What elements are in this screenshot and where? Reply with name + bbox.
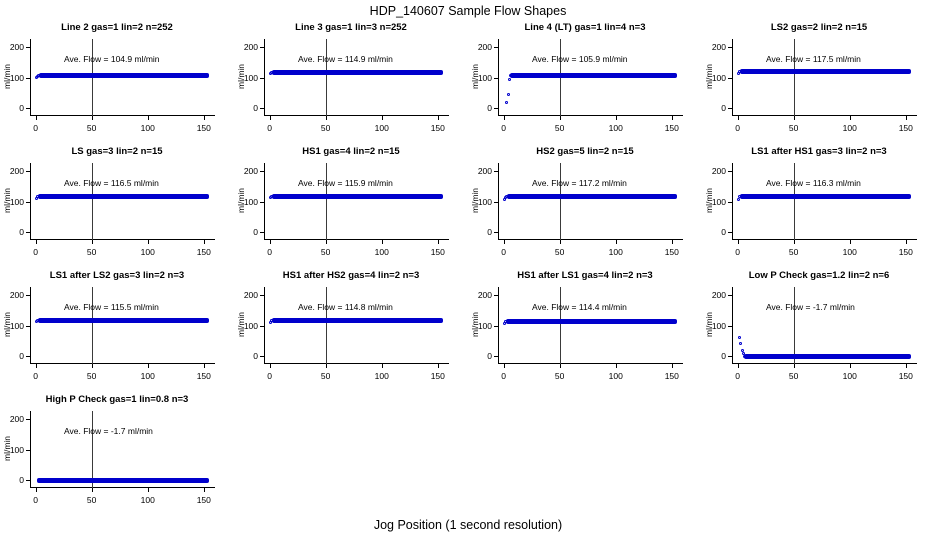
average-flow-annotation: Ave. Flow = 105.9 ml/min xyxy=(532,54,628,65)
panel-title: Low P Check gas=1.2 lin=2 n=6 xyxy=(748,270,890,281)
x-axis-tick xyxy=(196,488,211,505)
panel-title: Line 2 gas=1 lin=2 n=252 xyxy=(61,22,173,33)
panel-title: Line 4 (LT) gas=1 lin=4 n=3 xyxy=(524,22,646,33)
x-axis-tick xyxy=(430,240,445,257)
x-axis-tick-label: 0 xyxy=(501,247,506,257)
data-series xyxy=(30,287,215,364)
panel-y-axis-label: ml/min xyxy=(236,311,246,337)
x-axis-tick xyxy=(86,364,97,381)
y-axis-tick-label: 0 xyxy=(19,227,24,238)
average-flow-annotation: Ave. Flow = 116.5 ml/min xyxy=(64,178,159,189)
x-axis-tick-label: 150 xyxy=(196,123,211,133)
panel-title: LS gas=3 lin=2 n=15 xyxy=(71,146,163,157)
x-axis-tick xyxy=(898,364,913,381)
x-axis-tick xyxy=(196,116,211,133)
x-axis-tick xyxy=(898,240,913,257)
average-flow-annotation: Ave. Flow = -1.7 ml/min xyxy=(64,426,153,437)
x-axis-tick xyxy=(374,240,389,257)
x-axis-tick xyxy=(140,488,155,505)
x-axis-tick xyxy=(842,364,857,381)
plot-area xyxy=(477,163,683,257)
x-axis-tick-label: 150 xyxy=(196,371,211,381)
y-axis-tick-label: 100 xyxy=(477,320,492,331)
panel-y-axis-label: ml/min xyxy=(2,63,12,89)
x-axis-tick xyxy=(664,116,679,133)
data-point xyxy=(509,74,512,77)
x-axis-tick-label: 0 xyxy=(33,495,38,505)
plateau-points xyxy=(740,194,912,199)
data-point xyxy=(508,78,511,81)
plateau-points xyxy=(37,478,210,483)
x-axis-tick-label: 150 xyxy=(430,247,445,257)
y-axis-tick-label: 200 xyxy=(477,289,492,300)
plot-area xyxy=(477,287,683,381)
y-axis-tick-label: 100 xyxy=(9,320,24,331)
data-series xyxy=(30,163,215,240)
average-flow-annotation: Ave. Flow = 117.5 ml/min xyxy=(766,54,861,65)
x-axis-tick-label: 50 xyxy=(788,371,799,381)
data-series xyxy=(732,163,917,240)
x-axis-tick xyxy=(430,364,445,381)
x-axis-tick-label: 50 xyxy=(320,123,331,133)
x-axis-tick xyxy=(664,240,679,257)
y-axis-tick-label: 0 xyxy=(19,475,24,486)
panel-title: Line 3 gas=1 lin=3 n=252 xyxy=(295,22,407,33)
plot-area xyxy=(9,411,215,505)
x-axis-tick-label: 0 xyxy=(501,371,506,381)
data-series xyxy=(498,287,683,364)
average-flow-annotation: Ave. Flow = 115.5 ml/min xyxy=(64,302,159,313)
plot-area xyxy=(711,163,917,257)
x-axis-tick xyxy=(140,364,155,381)
x-axis-tick-label: 0 xyxy=(33,247,38,257)
x-axis-tick xyxy=(842,116,857,133)
average-flow-annotation: Ave. Flow = 114.8 ml/min xyxy=(298,302,393,313)
subplot-panel xyxy=(0,392,234,516)
x-axis-tick xyxy=(664,364,679,381)
panel-title: LS1 after LS2 gas=3 lin=2 n=3 xyxy=(49,270,185,281)
x-axis-tick-label: 100 xyxy=(842,123,857,133)
subplot-panel xyxy=(234,144,468,268)
y-axis-tick-label: 200 xyxy=(711,41,726,52)
x-axis-tick xyxy=(196,364,211,381)
panel-y-axis-label: ml/min xyxy=(236,187,246,213)
y-axis-tick-label: 100 xyxy=(243,320,258,331)
panel-y-axis-label: ml/min xyxy=(2,435,12,461)
subplot-panel xyxy=(234,20,468,144)
x-axis-tick-label: 100 xyxy=(140,371,155,381)
x-axis-tick-label: 100 xyxy=(608,123,623,133)
x-axis-tick xyxy=(898,116,913,133)
x-axis-tick-label: 50 xyxy=(320,371,331,381)
x-axis-tick-label: 100 xyxy=(842,247,857,257)
subplot-panel xyxy=(702,20,936,144)
x-axis-tick-label: 50 xyxy=(788,123,799,133)
x-axis-tick-label: 50 xyxy=(554,123,565,133)
subplot-panel xyxy=(0,144,234,268)
plateau-points xyxy=(740,69,912,74)
subplot-panel xyxy=(0,268,234,392)
plateau-points xyxy=(272,318,444,323)
x-axis-tick xyxy=(320,240,331,257)
panel-y-axis-label: ml/min xyxy=(470,311,480,337)
plateau-points xyxy=(38,194,210,199)
average-flow-annotation: Ave. Flow = 104.9 ml/min xyxy=(64,54,160,65)
x-axis-tick-label: 0 xyxy=(735,247,740,257)
x-axis-tick xyxy=(842,240,857,257)
x-axis-tick xyxy=(374,364,389,381)
x-axis-tick xyxy=(735,116,740,133)
y-axis-tick-label: 0 xyxy=(487,103,492,114)
data-series xyxy=(498,39,683,116)
y-axis-tick-label: 100 xyxy=(243,196,258,207)
y-axis-tick-label: 200 xyxy=(477,41,492,52)
panel-title: HS1 gas=4 lin=2 n=15 xyxy=(302,146,400,157)
subplot-panel xyxy=(702,144,936,268)
x-axis-tick xyxy=(608,364,623,381)
plateau-points xyxy=(744,354,911,359)
plateau-points xyxy=(510,73,677,78)
x-axis-tick xyxy=(140,240,155,257)
x-axis-tick-label: 0 xyxy=(501,123,506,133)
x-axis-tick xyxy=(735,240,740,257)
x-axis-tick-label: 100 xyxy=(140,247,155,257)
plot-area xyxy=(9,287,215,381)
y-axis-tick-label: 200 xyxy=(9,165,24,176)
x-axis-tick xyxy=(33,116,38,133)
panel-y-axis-label: ml/min xyxy=(470,187,480,213)
plot-area xyxy=(243,163,449,257)
plot-area xyxy=(243,287,449,381)
y-axis-tick-label: 100 xyxy=(243,72,258,83)
data-point xyxy=(507,93,510,96)
x-axis-tick-label: 150 xyxy=(430,123,445,133)
x-axis-tick-label: 50 xyxy=(86,371,97,381)
y-axis-tick-label: 200 xyxy=(243,41,258,52)
y-axis-tick-label: 200 xyxy=(9,413,24,424)
subplot-panel xyxy=(468,20,702,144)
plateau-points xyxy=(39,73,209,78)
y-axis-tick-label: 0 xyxy=(253,103,258,114)
x-axis-tick xyxy=(374,116,389,133)
x-axis-tick xyxy=(554,240,565,257)
y-axis-tick-label: 200 xyxy=(711,289,726,300)
plot-area xyxy=(711,39,917,133)
x-axis-tick xyxy=(554,364,565,381)
x-axis-tick xyxy=(554,116,565,133)
x-axis-tick-label: 100 xyxy=(374,247,389,257)
panel-title: HS1 after HS2 gas=4 lin=2 n=3 xyxy=(282,270,420,281)
data-series xyxy=(264,163,449,240)
y-axis-tick-label: 0 xyxy=(721,351,726,362)
x-axis-tick xyxy=(86,240,97,257)
y-axis-tick-label: 200 xyxy=(243,165,258,176)
average-flow-annotation: Ave. Flow = 114.4 ml/min xyxy=(532,302,627,313)
panel-title: HS1 after LS1 gas=4 lin=2 n=3 xyxy=(517,270,653,281)
x-axis-tick-label: 100 xyxy=(374,123,389,133)
average-flow-annotation: Ave. Flow = -1.7 ml/min xyxy=(766,302,855,313)
x-axis-tick-label: 0 xyxy=(267,247,272,257)
y-axis-tick-label: 0 xyxy=(19,103,24,114)
y-axis-tick-label: 200 xyxy=(711,165,726,176)
x-axis-tick xyxy=(140,116,155,133)
x-axis-tick-label: 0 xyxy=(735,123,740,133)
y-axis-tick-label: 0 xyxy=(253,351,258,362)
subplot-panel xyxy=(468,268,702,392)
data-series xyxy=(264,39,449,116)
x-axis-tick xyxy=(501,116,506,133)
x-axis-tick xyxy=(430,116,445,133)
panel-y-axis-label: ml/min xyxy=(236,63,246,89)
data-series xyxy=(498,163,683,240)
y-axis-tick-label: 0 xyxy=(487,227,492,238)
panel-y-axis-label: ml/min xyxy=(704,187,714,213)
data-series xyxy=(732,39,917,116)
x-axis-tick-label: 0 xyxy=(33,371,38,381)
x-axis-tick-label: 100 xyxy=(842,371,857,381)
x-axis-tick-label: 150 xyxy=(664,123,679,133)
data-point xyxy=(505,101,508,104)
panel-y-axis-label: ml/min xyxy=(704,311,714,337)
subplot-panel xyxy=(0,20,234,144)
y-axis-tick-label: 100 xyxy=(711,196,726,207)
panel-title: LS1 after HS1 gas=3 lin=2 n=3 xyxy=(751,146,887,157)
x-axis-tick xyxy=(86,488,97,505)
x-axis-tick xyxy=(735,364,740,381)
data-series xyxy=(30,411,215,488)
data-point xyxy=(741,349,744,352)
x-axis-tick-label: 150 xyxy=(196,247,211,257)
y-axis-tick-label: 0 xyxy=(19,351,24,362)
plot-area xyxy=(9,39,215,133)
x-axis-tick xyxy=(86,116,97,133)
x-axis-tick-label: 50 xyxy=(86,495,97,505)
panel-title: LS2 gas=2 lin=2 n=15 xyxy=(770,22,868,33)
y-axis-tick-label: 200 xyxy=(9,289,24,300)
subplot-panel xyxy=(468,144,702,268)
x-axis-tick xyxy=(788,364,799,381)
y-axis-tick-label: 200 xyxy=(477,165,492,176)
x-axis-tick-label: 150 xyxy=(664,371,679,381)
data-point xyxy=(739,342,742,345)
x-axis-tick-label: 50 xyxy=(788,247,799,257)
y-axis-tick-label: 100 xyxy=(9,444,24,455)
data-series xyxy=(264,287,449,364)
x-axis-tick xyxy=(267,364,272,381)
x-axis-tick xyxy=(33,488,38,505)
y-axis-tick-label: 100 xyxy=(477,72,492,83)
average-flow-annotation: Ave. Flow = 117.2 ml/min xyxy=(532,178,627,189)
x-axis-tick-label: 50 xyxy=(554,371,565,381)
plot-area xyxy=(477,39,683,133)
x-axis-tick-label: 50 xyxy=(86,247,97,257)
panel-title: High P Check gas=1 lin=0.8 n=3 xyxy=(45,394,189,405)
data-series xyxy=(732,287,917,364)
y-axis-tick-label: 100 xyxy=(477,196,492,207)
x-axis-tick xyxy=(33,364,38,381)
x-axis-tick-label: 0 xyxy=(735,371,740,381)
x-axis-tick xyxy=(501,240,506,257)
y-axis-tick-label: 100 xyxy=(711,320,726,331)
x-axis-tick-label: 150 xyxy=(430,371,445,381)
x-axis-tick-label: 150 xyxy=(664,247,679,257)
data-point xyxy=(738,336,741,339)
panel-y-axis-label: ml/min xyxy=(470,63,480,89)
y-axis-tick-label: 0 xyxy=(721,103,726,114)
y-axis-tick-label: 0 xyxy=(721,227,726,238)
x-axis-tick-label: 0 xyxy=(33,123,38,133)
x-axis-tick xyxy=(267,240,272,257)
x-axis-tick-label: 150 xyxy=(898,247,913,257)
data-series xyxy=(30,39,215,116)
x-axis-tick xyxy=(33,240,38,257)
x-axis-tick-label: 150 xyxy=(196,495,211,505)
panel-y-axis-label: ml/min xyxy=(2,187,12,213)
x-axis-tick xyxy=(788,240,799,257)
y-axis-tick-label: 100 xyxy=(9,72,24,83)
plateau-points xyxy=(38,318,210,323)
y-axis-tick-label: 0 xyxy=(253,227,258,238)
x-axis-tick xyxy=(320,364,331,381)
figure-title: HDP_140607 Sample Flow Shapes xyxy=(369,4,567,18)
plot-area xyxy=(9,163,215,257)
panel-y-axis-label: ml/min xyxy=(2,311,12,337)
x-axis-tick xyxy=(267,116,272,133)
panel-y-axis-label: ml/min xyxy=(704,63,714,89)
y-axis-tick-label: 0 xyxy=(487,351,492,362)
x-axis-tick xyxy=(196,240,211,257)
plateau-points xyxy=(272,194,444,199)
plot-area xyxy=(711,287,917,381)
x-axis-tick xyxy=(608,116,623,133)
x-axis-tick-label: 100 xyxy=(140,123,155,133)
average-flow-annotation: Ave. Flow = 114.9 ml/min xyxy=(298,54,393,65)
y-axis-tick-label: 100 xyxy=(9,196,24,207)
plateau-points xyxy=(506,319,678,324)
x-axis-tick-label: 50 xyxy=(554,247,565,257)
y-axis-tick-label: 200 xyxy=(9,41,24,52)
figure-x-axis-label: Jog Position (1 second resolution) xyxy=(373,518,563,532)
data-point xyxy=(743,355,746,358)
x-axis-tick xyxy=(501,364,506,381)
panel-title: HS2 gas=5 lin=2 n=15 xyxy=(536,146,634,157)
x-axis-tick xyxy=(608,240,623,257)
x-axis-tick-label: 100 xyxy=(608,247,623,257)
x-axis-tick-label: 0 xyxy=(267,123,272,133)
x-axis-tick-label: 150 xyxy=(898,371,913,381)
plateau-points xyxy=(272,70,444,75)
average-flow-annotation: Ave. Flow = 116.3 ml/min xyxy=(766,178,861,189)
x-axis-tick-label: 50 xyxy=(320,247,331,257)
x-axis-tick-label: 50 xyxy=(86,123,97,133)
x-axis-tick-label: 0 xyxy=(267,371,272,381)
x-axis-tick xyxy=(788,116,799,133)
y-axis-tick-label: 100 xyxy=(711,72,726,83)
average-flow-annotation: Ave. Flow = 115.9 ml/min xyxy=(298,178,393,189)
x-axis-tick xyxy=(320,116,331,133)
plot-area xyxy=(243,39,449,133)
subplot-panel xyxy=(702,268,936,392)
x-axis-tick-label: 150 xyxy=(898,123,913,133)
plateau-points xyxy=(507,194,677,199)
x-axis-tick-label: 100 xyxy=(608,371,623,381)
subplot-panel xyxy=(234,268,468,392)
y-axis-tick-label: 200 xyxy=(243,289,258,300)
x-axis-tick-label: 100 xyxy=(374,371,389,381)
x-axis-tick-label: 100 xyxy=(140,495,155,505)
